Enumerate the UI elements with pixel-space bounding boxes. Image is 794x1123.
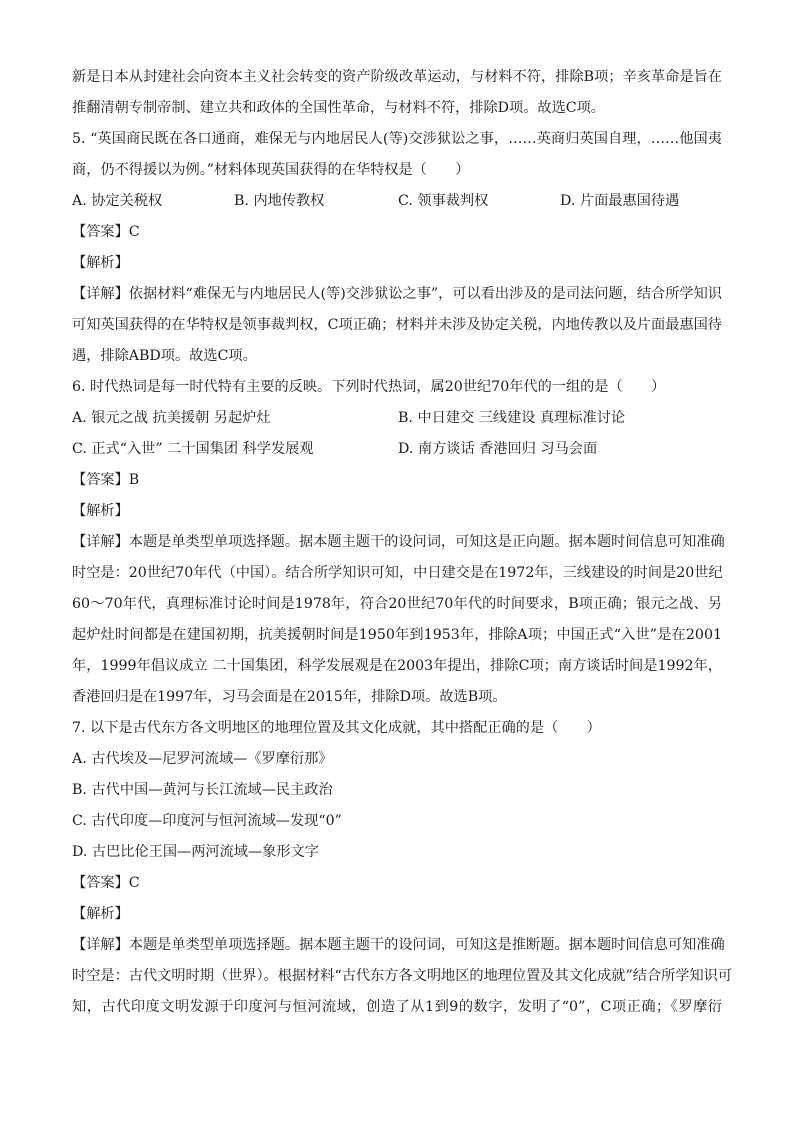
q7-detail-line-3: 知，古代印度文明发源于印度河与恒河流域，创造了从1到9的数字，发明了“0”，C项正确；《罗摩衍 xyxy=(72,999,722,1015)
q6-detail-line-2: 时空是：20世纪70年代（中国）。结合所学知识可知，中日建交是在1972年，三线建设的时间是20世纪 xyxy=(72,565,723,581)
q6-option-c: C. 正式“入世” 二十国集团 科学发展观 xyxy=(72,441,314,457)
q7-stem-line-1: 7. 以下是古代东方各文明地区的地理位置及其文化成就，其中搭配正确的是（ ） xyxy=(72,720,601,736)
q6-option-a: A. 银元之战 抗美援朝 另起炉灶 xyxy=(72,410,271,426)
q5-answer: 【答案】C xyxy=(72,224,140,240)
q7-detail-line-1: 【详解】本题是单类型单项选择题。据本题主题干的设问词，可知这是推断题。据本题时间信息可知准确 xyxy=(72,937,725,953)
q5-detail-line-3: 遇，排除ABD项。故选C项。 xyxy=(72,348,257,364)
q5-option-b: B. 内地传教权 xyxy=(234,193,325,209)
q5-options xyxy=(72,186,722,217)
q7-option-c: C. 古代印度—印度河与恒河流域—发现“0” xyxy=(72,813,342,829)
q5-stem-line-1: 5. “英国商民既在各口通商，难保无与内地居民人(等)交涉狱讼之事，……英商归英国自理，……他国夷 xyxy=(72,131,722,147)
continuation-line-2: 推翻清朝专制帝制、建立共和政体的全国性革命，与材料不符，排除D项。故选C项。 xyxy=(72,100,605,116)
q6-detail-line-1: 【详解】本题是单类型单项选择题。据本题主题干的设问词，可知这是正向题。据本题时间信息可知准确 xyxy=(72,534,725,550)
q6-option-d: D. 南方谈话 香港回归 习马会面 xyxy=(398,441,598,457)
q7-answer: 【答案】C xyxy=(72,875,140,891)
q7-option-a: A. 古代埃及—尼罗河流域—《罗摩衍那》 xyxy=(72,751,333,767)
q7-option-b: B. 古代中国—黄河与长江流域—民主政治 xyxy=(72,782,333,798)
q5-detail-line-2: 可知英国获得的在华特权是领事裁判权，C项正确；材料并未涉及协定关税，内地传教以及片面最惠国待 xyxy=(72,317,722,333)
q6-answer: 【答案】B xyxy=(72,472,140,488)
q5-option-c: C. 领事裁判权 xyxy=(398,193,489,209)
q6-detail-line-5: 年，1999年倡议成立 二十国集团，科学发展观是在2003年提出，排除C项；南方谈话时间是1992年， xyxy=(72,658,722,674)
q7-option-d: D. 古巴比伦王国—两河流域—象形文字 xyxy=(72,844,319,860)
q5-detail-line-1: 【详解】依据材料“难保无与内地居民人(等)交涉狱讼之事”，可以看出涉及的是司法问题，结合所学知识 xyxy=(72,286,722,302)
document-page xyxy=(72,62,733,1023)
q6-detail-line-3: 60～70年代，真理标准讨论时间是1978年，符合20世纪70年代的时间要求，B项正确；银元之战、另 xyxy=(72,596,722,612)
q6-analysis-label: 【解析】 xyxy=(72,503,129,519)
q6-options-row-2 xyxy=(72,434,722,465)
continuation-line-1: 新是日本从封建社会向资本主义社会转变的资产阶级改革运动，与材料不符，排除B项；辛亥革命是旨在 xyxy=(72,69,722,85)
q6-detail-line-4: 起炉灶时间都是在建国初期，抗美援朝时间是1950年到1953年，排除A项；中国正式“入世”是在2001 xyxy=(72,627,722,643)
q5-option-d: D. 片面最惠国待遇 xyxy=(560,193,680,209)
q7-detail-line-2: 时空是：古代文明时期（世界）。根据材料“古代东方各文明地区的地理位置及其文化成就”结合所学知识可 xyxy=(72,968,733,984)
q7-analysis-label: 【解析】 xyxy=(72,906,129,922)
q6-option-b: B. 中日建交 三线建设 真理标准讨论 xyxy=(398,410,626,426)
q5-stem-line-2: 商，仍不得援以为例。”材料体现英国获得的在华特权是（ ） xyxy=(72,162,470,178)
q6-options-row-1 xyxy=(72,403,722,434)
q5-option-a: A. 协定关税权 xyxy=(72,193,163,209)
q6-detail-line-6: 香港回归是在1997年，习马会面是在2015年，排除D项。故选B项。 xyxy=(72,689,507,705)
q5-analysis-label: 【解析】 xyxy=(72,255,129,271)
q6-stem-line-1: 6. 时代热词是每一时代特有主要的反映。下列时代热词，属20世纪70年代的一组的是（ ） xyxy=(72,379,666,395)
